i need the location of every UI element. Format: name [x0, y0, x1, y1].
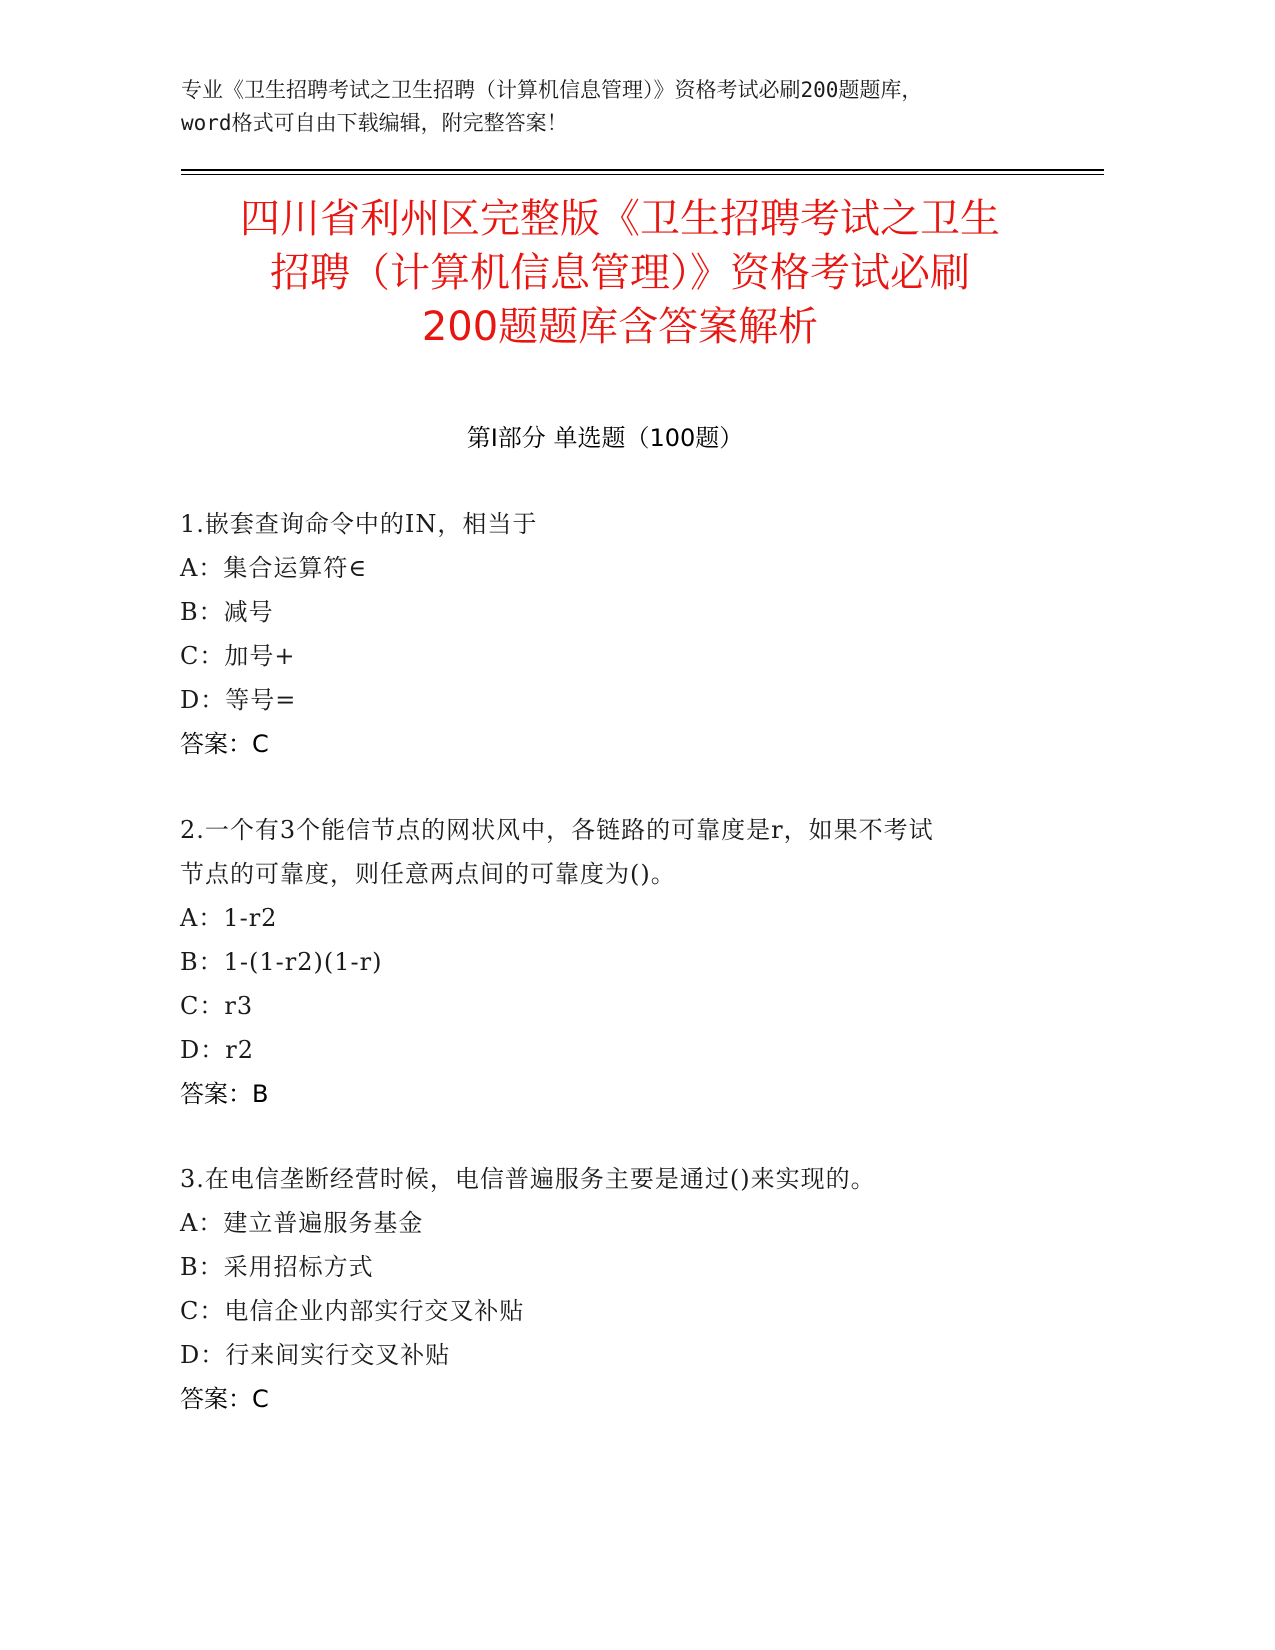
option-c: C：r3: [180, 992, 254, 1020]
option-d: D：行来间实行交叉补贴: [180, 1341, 451, 1369]
option-c: C：加号+: [180, 642, 296, 670]
header-note-line: 专业《卫生招聘考试之卫生招聘（计算机信息管理）》资格考试必刷200题题库，: [181, 78, 923, 102]
option-b: B：减号: [180, 598, 274, 626]
option-a: A：建立普遍服务基金: [180, 1209, 424, 1237]
header-divider: [181, 174, 1104, 175]
option-a: A：1-r2: [180, 904, 278, 932]
option-a: A：集合运算符∈: [180, 554, 368, 582]
question-stem: 2.一个有3个能信节点的网状风中，各链路的可靠度是r，如果不考试: [180, 816, 934, 844]
header-divider: [181, 169, 1104, 171]
title-line: 200题题库含答案解析: [421, 304, 819, 350]
question-stem: 3.在电信垄断经营时候，电信普遍服务主要是通过()来实现的。: [180, 1165, 876, 1193]
option-b: B：1-(1-r2)(1-r): [180, 948, 383, 976]
answer-line: 答案：C: [180, 730, 269, 758]
section-title: 第Ⅰ部分 单选题（100题）: [466, 424, 744, 452]
question-stem: 1.嵌套查询命令中的IN，相当于: [180, 510, 538, 538]
answer-line: 答案：C: [180, 1385, 269, 1413]
title-line: 四川省利州区完整版《卫生招聘考试之卫生: [240, 196, 1000, 242]
header-note-line: word格式可自由下载编辑，附完整答案！: [181, 111, 568, 135]
question-2: [180, 808, 1080, 1116]
option-c: C：电信企业内部实行交叉补贴: [180, 1297, 525, 1325]
answer-line: 答案：B: [180, 1080, 269, 1108]
question-1: [180, 502, 1080, 766]
document-title: [120, 192, 1120, 354]
header-note: [181, 74, 1081, 140]
option-d: D：等号=: [180, 686, 297, 714]
question-3: [180, 1157, 1080, 1421]
option-b: B：采用招标方式: [180, 1253, 374, 1281]
question-stem: 节点的可靠度，则任意两点间的可靠度为()。: [180, 860, 676, 888]
title-line: 招聘（计算机信息管理）》资格考试必刷: [270, 250, 970, 296]
option-d: D：r2: [180, 1036, 254, 1064]
